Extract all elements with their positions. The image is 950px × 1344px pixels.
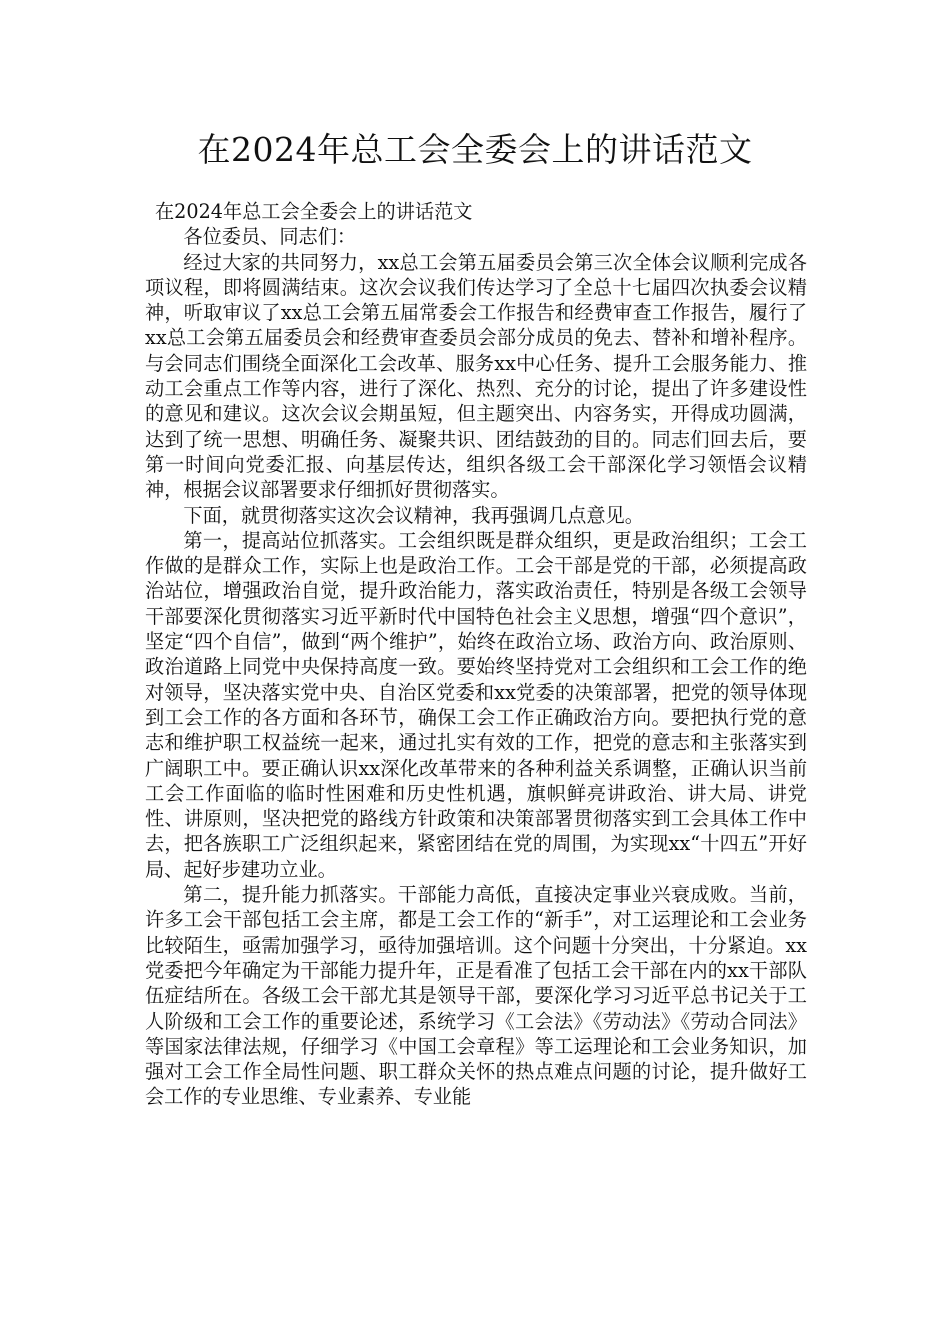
body-paragraph: 经过大家的共同努力，xx总工会第五届委员会第三次全体会议顺利完成各项议程，即将圆满结束。这次会议我们传达学习了全总十七届四次执委会议精神，听取审议了xx总工会第五届常委会工作报告和经费审查工作报告，履行了xx总工会第五届委员会和经费审查委员会部分成员的免去、替补和增补程序。与会同志们围绕全面深化工会改革、服务xx中心任务、提升工会服务能力、推动工会重点工作等内容，进行了深化、热烈、充分的讨论，提出了许多建设性的意见和建议。这次会议会期虽短，但主题突出、内容务实，开得成功圆满，达到了统一思想、明确任务、凝聚共识、团结鼓劲的目的。同志们回去后，要第一时间向党委汇报、向基层传达，组织各级工会干部深化学习领悟会议精神，根据会议部署要求仔细抓好贯彻落实。 [145, 250, 807, 502]
salutation-paragraph: 各位委员、同志们： [183, 225, 357, 249]
body-paragraph: 下面，就贯彻落实这次会议精神，我再强调几点意见。 [183, 503, 644, 527]
body-paragraph: 第二，提升能力抓落实。干部能力高低，直接决定事业兴衰成败。当前，许多工会干部包括工会主席，都是工会工作的“新手”，对工运理论和工会业务比较陌生，亟需加强学习，亟待加强培训。这个问题十分突出，十分紧迫。xx党委把今年确定为干部能力提升年，正是看准了包括工会干部在内的xx干部队伍症结所在。各级工会干部尤其是领导干部，要深化学习习近平总书记关于工人阶级和工会工作的重要论述，系统学习《工会法》《劳动法》《劳动合同法》等国家法律法规，仔细学习《中国工会章程》等工运理论和工会业务知识，加强对工会工作全局性问题、职工群众关怀的热点难点问题的讨论，提升做好工会工作的专业思维、专业素养、专业能 [145, 883, 807, 1109]
body-paragraph: 第一，提高站位抓落实。工会组织既是群众组织，更是政治组织；工会工作做的是群众工作，实际上也是政治工作。工会干部是党的干部，必须提高政治站位，增强政治自觉，提升政治能力，落实政治责任，特别是各级工会领导干部要深化贯彻落实习近平新时代中国特色社会主义思想，增强“四个意识”，坚定“四个自信”，做到“两个维护”，始终在政治立场、政治方向、政治原则、政治道路上同党中央保持高度一致。要始终坚持党对工会组织和工会工作的绝对领导，坚决落实党中央、自治区党委和xx党委的决策部署，把党的领导体现到工会工作的各方面和各环节，确保工会工作正确政治方向。要把执行党的意志和维护职工权益统一起来，通过扎实有效的工作，把党的意志和主张落实到广阔职工中。要正确认识xx深化改革带来的各种利益关系调整，正确认识当前工会工作面临的临时性困难和历史性机遇，旗帜鲜亮讲政治、讲大局、讲党性、讲原则，坚决把党的路线方针政策和决策部署贯彻落实到工会具体工作中去，把各族职工广泛组织起来，紧密团结在党的周围，为实现xx“十四五”开好局、起好步建功立业。 [145, 528, 807, 881]
document-body [145, 199, 807, 1110]
document-subtitle: 在2024年总工会全委会上的讲话范文 [155, 200, 473, 223]
document-title: 在2024年总工会全委会上的讲话范文 [197, 130, 753, 169]
